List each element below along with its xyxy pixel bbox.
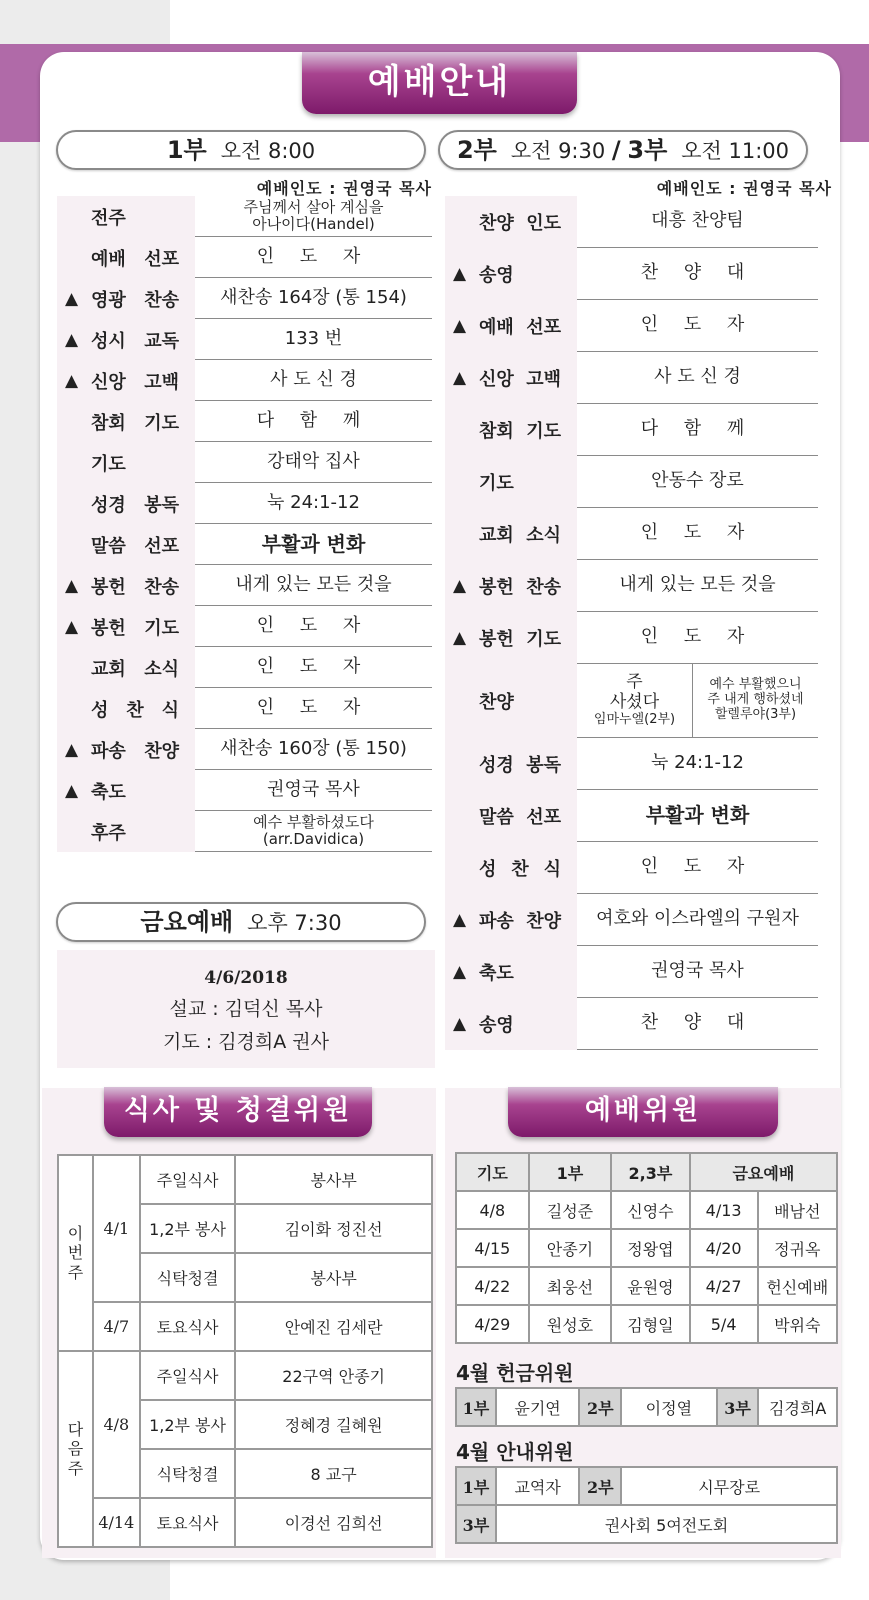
service23-leader: 예배인도 : 권영국 목사: [656, 179, 832, 198]
order-label: [445, 738, 577, 790]
table-row: [456, 1388, 837, 1426]
order-value: 부활과 변화: [577, 790, 818, 842]
order-label-text: 교회 소식: [91, 658, 179, 680]
order-row: [445, 998, 818, 1050]
order-label-text: 축도: [479, 963, 514, 984]
order-value: 눅 24:1-12: [195, 483, 432, 524]
service23-order: [445, 196, 833, 1068]
order-row: [445, 300, 818, 352]
service1-order: [57, 196, 432, 880]
order-label: [445, 894, 577, 946]
order-row: [445, 248, 818, 300]
friday-prayer: 기도 : 김경희A 권사: [163, 1031, 329, 1053]
triangle-marker-icon: ▲: [65, 739, 79, 760]
triangle-marker-icon: ▲: [453, 962, 467, 982]
worship-cell: 4/22: [456, 1267, 529, 1305]
order-label-text: 송영: [479, 1015, 514, 1036]
meal-people: 22구역 안종기: [235, 1351, 432, 1400]
order-label: [57, 237, 195, 278]
worship-cell: 신영수: [611, 1191, 690, 1229]
order-row: [57, 811, 432, 852]
praise-2nd-composer: 임마누엘(2부): [593, 711, 676, 727]
order-label: [57, 319, 195, 360]
friday-preacher: 설교 : 김덕신 목사: [169, 998, 323, 1020]
friday-info: [57, 950, 435, 1068]
order-value: 인 도 자: [577, 842, 818, 894]
triangle-marker-icon: ▲: [453, 264, 467, 284]
order-label-text: 성 찬 식: [479, 859, 561, 880]
worship-title: 예배위원: [508, 1087, 778, 1137]
order-label-text: 말씀 선포: [479, 807, 561, 828]
meal-date: 4/1: [93, 1155, 140, 1302]
order-label: [57, 483, 195, 524]
order-label-text: 파송 찬양: [479, 911, 561, 932]
order-label-text: 전주: [91, 207, 126, 229]
friday-header: [56, 902, 426, 942]
order-label: [57, 196, 195, 237]
triangle-marker-icon: ▲: [453, 576, 467, 596]
order-value: 다 함 께: [577, 404, 818, 456]
order-row: [445, 352, 818, 404]
meal-date: 4/8: [93, 1351, 140, 1498]
meal-duty: 식탁청결: [140, 1253, 235, 1302]
order-label-text: 말씀 선포: [91, 535, 179, 557]
table-row: [58, 1155, 432, 1204]
meal-duty: 토요식사: [140, 1498, 235, 1547]
meal-duty: 1,2부 봉사: [140, 1400, 235, 1449]
order-value: 인 도 자: [195, 688, 432, 729]
order-label-text: 예배 선포: [91, 248, 179, 270]
order-label: [445, 352, 577, 404]
order-row: [445, 508, 818, 560]
triangle-marker-icon: ▲: [453, 628, 467, 648]
order-label: [57, 278, 195, 319]
order-value: 인 도 자: [577, 508, 818, 560]
order-value: 새찬송 164장 (통 154): [195, 278, 432, 319]
order-label-text: 송영: [479, 265, 514, 286]
offering-cell: 2부: [579, 1388, 621, 1426]
meal-duty: 1,2부 봉사: [140, 1204, 235, 1253]
usher-title: 4월 안내위원: [456, 1440, 574, 1464]
order-label: [57, 729, 195, 770]
worship-cell: 정왕엽: [611, 1229, 690, 1267]
triangle-marker-icon: ▲: [453, 316, 467, 336]
meal-people: 8 교구: [235, 1449, 432, 1498]
order-row: [57, 606, 432, 647]
order-label: [445, 842, 577, 894]
order-row: [57, 524, 432, 565]
meal-duty: 식탁청결: [140, 1449, 235, 1498]
meal-people: 이경선 김희선: [235, 1498, 432, 1547]
worship-cell: 길성준: [529, 1191, 611, 1229]
meal-duty: 주일식사: [140, 1155, 235, 1204]
order-value: 강태악 집사: [195, 442, 432, 483]
order-value: 대흥 찬양팀: [577, 196, 818, 248]
offering-cell: 1부: [456, 1388, 496, 1426]
order-label: [57, 688, 195, 729]
table-header-row: [456, 1153, 837, 1191]
order-row: [445, 790, 818, 842]
order-row: [57, 729, 432, 770]
order-row: [445, 946, 818, 998]
offering-cell: 김경희A: [758, 1388, 837, 1426]
meal-duty: 주일식사: [140, 1351, 235, 1400]
order-label-text: 신앙 고백: [91, 371, 179, 393]
meals-title: 식사 및 청결위원: [104, 1087, 372, 1137]
offering-cell: 윤기연: [496, 1388, 580, 1426]
meal-people: 김이화 정진선: [235, 1204, 432, 1253]
order-row: [57, 565, 432, 606]
order-row-praise: [445, 664, 818, 738]
order-label: [57, 606, 195, 647]
meal-duty: 토요식사: [140, 1302, 235, 1351]
order-value: 권영국 목사: [577, 946, 818, 998]
order-value: 사 도 신 경: [195, 360, 432, 401]
order-row: [445, 612, 818, 664]
order-value: 내게 있는 모든 것을: [195, 565, 432, 606]
order-row: [57, 237, 432, 278]
order-label-text: 봉헌 찬송: [479, 577, 561, 598]
order-label: [57, 565, 195, 606]
usher-cell: 2부: [579, 1467, 621, 1505]
usher-cell: 교역자: [496, 1467, 580, 1505]
order-value: 찬 양 대: [577, 998, 818, 1050]
meal-people: 안예진 김세란: [235, 1302, 432, 1351]
order-value: 새찬송 160장 (통 150): [195, 729, 432, 770]
triangle-marker-icon: ▲: [65, 329, 79, 350]
order-label-text: 찬양 인도: [479, 213, 561, 234]
order-row: [445, 560, 818, 612]
table-row: [456, 1305, 837, 1343]
worship-cell: 최웅선: [529, 1267, 611, 1305]
order-value: 인 도 자: [195, 237, 432, 278]
service3-label: 3부: [627, 136, 668, 164]
table-row: [456, 1467, 837, 1505]
order-value: 사 도 신 경: [577, 352, 818, 404]
service1-header: [56, 130, 426, 170]
worship-cell: 박위숙: [758, 1305, 838, 1343]
order-label: [445, 404, 577, 456]
order-value: 눅 24:1-12: [577, 738, 818, 790]
col-header: 금요예배: [690, 1153, 837, 1191]
praise-3rd: 예수 부활했으니 주 내게 행하셨네 할렐루야(3부): [693, 664, 818, 738]
friday-date: 4/6/2018: [204, 968, 288, 988]
triangle-marker-icon: ▲: [65, 288, 79, 309]
order-label: [445, 508, 577, 560]
order-row: [57, 319, 432, 360]
usher-table: [455, 1466, 838, 1544]
service1-label: 1부: [166, 136, 207, 164]
meal-people: 봉사부: [235, 1155, 432, 1204]
order-label-text: 후주: [91, 822, 126, 844]
order-row: [57, 196, 432, 237]
order-label: [445, 790, 577, 842]
order-row: [57, 647, 432, 688]
worship-cell: 배남선: [758, 1191, 838, 1229]
friday-label: 금요예배: [140, 908, 234, 936]
order-label-text: 신앙 고백: [479, 369, 561, 390]
table-row: [58, 1351, 432, 1400]
order-label-text: 예배 선포: [479, 317, 561, 338]
order-label: [57, 647, 195, 688]
order-label: [445, 998, 577, 1050]
next-week-label: 다 음 주: [58, 1351, 93, 1547]
order-label: [445, 560, 577, 612]
table-row: [456, 1267, 837, 1305]
worship-cell: 4/13: [690, 1191, 758, 1229]
order-label: [445, 456, 577, 508]
worship-cell: 정귀옥: [758, 1229, 838, 1267]
order-value: 인 도 자: [195, 606, 432, 647]
order-value: 다 함 께: [195, 401, 432, 442]
friday-time: 오후 7:30: [247, 911, 342, 935]
order-label: [57, 524, 195, 565]
praise-2nd: [577, 664, 693, 738]
order-row: [57, 360, 432, 401]
order-value: 찬 양 대: [577, 248, 818, 300]
page-title: 예배안내: [302, 52, 577, 114]
offering-title: 4월 헌금위원: [456, 1361, 574, 1385]
order-label: [57, 442, 195, 483]
order-value: 인 도 자: [195, 647, 432, 688]
service2-label: 2부: [456, 136, 497, 164]
worship-cell: 4/20: [690, 1229, 758, 1267]
meal-date: 4/14: [93, 1498, 140, 1547]
table-row: [456, 1191, 837, 1229]
order-label-text: 봉헌 찬송: [91, 576, 179, 598]
order-row: [445, 196, 818, 248]
order-row: [445, 894, 818, 946]
worship-cell: 5/4: [690, 1305, 758, 1343]
order-label-text: 성경 봉독: [479, 755, 561, 776]
usher-cell: 1부: [456, 1467, 496, 1505]
order-value: 인 도 자: [577, 300, 818, 352]
offering-cell: 3부: [717, 1388, 759, 1426]
order-row: [445, 842, 818, 894]
table-row: [58, 1302, 432, 1351]
service23-header: [438, 130, 808, 170]
order-label-text: 참회 기도: [479, 421, 561, 442]
order-label: [445, 300, 577, 352]
order-value: 주님께서 살아 계심을 아나이다(Handel): [195, 196, 432, 237]
order-value: 인 도 자: [577, 612, 818, 664]
order-label-text: 기도: [479, 473, 514, 494]
meal-people: 봉사부: [235, 1253, 432, 1302]
this-week-label: 이 번 주: [58, 1155, 93, 1351]
order-value: 여호와 이스라엘의 구원자: [577, 894, 818, 946]
worship-cell: 4/27: [690, 1267, 758, 1305]
worship-cell: 4/8: [456, 1191, 529, 1229]
triangle-marker-icon: ▲: [65, 616, 79, 637]
service3-time: 오전 11:00: [681, 139, 790, 163]
triangle-marker-icon: ▲: [65, 370, 79, 391]
order-row: [445, 456, 818, 508]
order-label: [57, 811, 195, 852]
order-row: [445, 404, 818, 456]
service2-time: 오전 9:30: [510, 139, 606, 163]
meals-table: [57, 1154, 433, 1548]
order-label-text: 참회 기도: [91, 412, 179, 434]
order-label: [445, 196, 577, 248]
order-label-text: 봉헌 기도: [91, 617, 179, 639]
worship-cell: 헌신예배: [758, 1267, 838, 1305]
order-value: 내게 있는 모든 것을: [577, 560, 818, 612]
order-label: [445, 612, 577, 664]
order-label-text: 파송 찬양: [91, 740, 179, 762]
order-value: 예수 부활하셨도다 (arr.Davidica): [195, 811, 432, 852]
table-row: [456, 1505, 837, 1543]
order-label-text: 기도: [91, 453, 126, 475]
table-row: [58, 1498, 432, 1547]
worship-table: [455, 1152, 838, 1344]
meal-people: 정혜경 길혜원: [235, 1400, 432, 1449]
worship-cell: 4/15: [456, 1229, 529, 1267]
order-label: [57, 401, 195, 442]
table-row: [456, 1229, 837, 1267]
order-label: [445, 946, 577, 998]
offering-table: [455, 1387, 838, 1427]
triangle-marker-icon: ▲: [453, 368, 467, 388]
service-separator: /: [611, 136, 621, 164]
order-row: [57, 442, 432, 483]
order-label: [57, 360, 195, 401]
order-label-text: 교회 소식: [479, 525, 561, 546]
order-label-text: 성 찬 식: [91, 699, 179, 721]
offering-cell: 이정열: [621, 1388, 716, 1426]
col-header: 기도: [456, 1153, 529, 1191]
worship-cell: 4/29: [456, 1305, 529, 1343]
order-value: 권영국 목사: [195, 770, 432, 811]
order-label-text: 성시 교독: [91, 330, 179, 352]
col-header: 1부: [529, 1153, 611, 1191]
order-row: [57, 278, 432, 319]
praise-2nd-title: 주 사셨다: [609, 672, 660, 713]
order-label: [57, 770, 195, 811]
order-label-text: 봉헌 기도: [479, 629, 561, 650]
triangle-marker-icon: ▲: [65, 575, 79, 596]
worship-cell: 안종기: [529, 1229, 611, 1267]
order-value: 안동수 장로: [577, 456, 818, 508]
usher-cell: 권사회 5여전도회: [496, 1505, 837, 1543]
order-value: 부활과 변화: [195, 524, 432, 565]
order-value: 133 번: [195, 319, 432, 360]
usher-cell: 시무장로: [621, 1467, 837, 1505]
service1-leader: 예배인도 : 권영국 목사: [256, 179, 432, 198]
meal-date: 4/7: [93, 1302, 140, 1351]
worship-cell: 윤원영: [611, 1267, 690, 1305]
order-label: [445, 664, 577, 738]
triangle-marker-icon: ▲: [453, 1014, 467, 1034]
triangle-marker-icon: ▲: [453, 910, 467, 930]
service1-time: 오전 8:00: [220, 139, 316, 163]
order-label: [445, 248, 577, 300]
triangle-marker-icon: ▲: [65, 780, 79, 801]
order-row: [57, 688, 432, 729]
order-label-text: 축도: [91, 781, 126, 803]
worship-cell: 김형일: [611, 1305, 690, 1343]
order-label-text: 영광 찬송: [91, 289, 179, 311]
order-row: [445, 738, 818, 790]
usher-cell: 3부: [456, 1505, 496, 1543]
order-row: [57, 483, 432, 524]
worship-cell: 원성호: [529, 1305, 611, 1343]
order-row: [57, 770, 432, 811]
order-row: [57, 401, 432, 442]
col-header: 2,3부: [611, 1153, 690, 1191]
order-label-text: 성경 봉독: [91, 494, 179, 516]
order-label-text: 찬양: [479, 692, 514, 713]
